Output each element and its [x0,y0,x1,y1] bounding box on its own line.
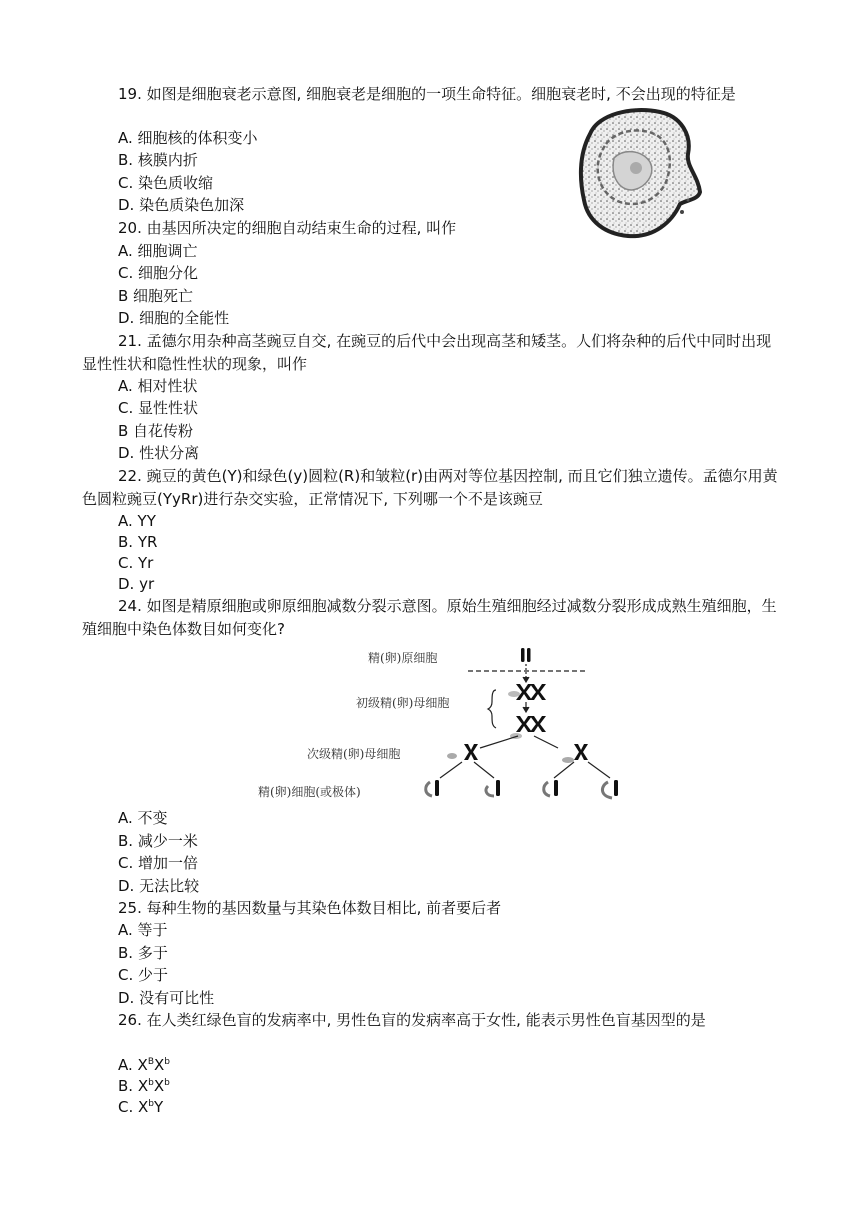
secondary-cell-left [464,744,478,760]
q20-option-b: B 细胞死亡 [118,287,194,305]
q26-b-mid: X [153,1077,165,1095]
q22-option-c: C. Yr [118,554,154,572]
q20-option-d: D. 细胞的全能性 [118,309,230,327]
primary-cell-chromosomes-2 [516,716,546,732]
q26-option-c [118,1096,163,1118]
question-25-stem: 25. 每种生物的基因数量与其染色体数目相比, 前者要后者 [118,899,502,917]
label-primordial-cell: 精(卵)原细胞 [368,651,438,665]
q19-option-d: D. 染色质染色加深 [118,196,245,214]
q26-option-a [118,1054,170,1076]
q26-a-prefix: A. X [118,1056,148,1074]
q21-option-b: B 自花传粉 [118,422,194,440]
q19-option-a: A. 细胞核的体积变小 [118,129,258,147]
q26-option-b [118,1075,170,1097]
q20-option-a: A. 细胞调亡 [118,242,198,260]
q26-b-sup1: b [148,1078,154,1088]
q26-c-prefix: C. X [118,1098,149,1116]
question-22-stem: 22. 豌豆的黄色(Y)和绿色(y)圆粒(R)和皱粒(r)由两对等位基因控制, 而且它们独立遗传。孟德尔用黄色圆粒豌豆(YyRr)进行杂交实验，正常情况下, 下列哪一个不是该豌豆 [82,467,778,508]
q25-option-b: B. 多于 [118,944,168,962]
q21-option-d: D. 性状分离 [118,444,200,462]
label-secondary-cell: 次级精(卵)母细胞 [307,747,401,761]
gamete-2 [486,780,500,796]
q24-option-b: B. 减少一米 [118,832,198,850]
q24-option-d: D. 无法比较 [118,877,200,895]
question-21-stem: 21. 孟德尔用杂种高茎豌豆自交, 在豌豆的后代中会出现高茎和矮茎。人们将杂种的后代中同时出现显性性状和隐性性状的现象，叫作 [82,332,772,373]
q25-option-c: C. 少于 [118,966,169,984]
q24-option-c: C. 增加一倍 [118,854,199,872]
question-20-stem: 20. 由基因所决定的细胞自动结束生命的过程, 叫作 [118,219,457,237]
q26-b-sup2: b [164,1078,170,1088]
label-primary-cell: 初级精(卵)母细胞 [356,696,450,710]
q26-b-prefix: B. X [118,1077,149,1095]
q26-a-sup2: b [164,1057,170,1067]
q26-c-mid: Y [154,1098,164,1116]
secondary-cell-right [574,744,588,760]
q21-option-a: A. 相对性状 [118,377,198,395]
q26-a-sup1: B [147,1057,154,1067]
label-gamete-cell: 精(卵)细胞(或极体) [258,785,361,799]
q22-option-d: D. yr [118,575,155,593]
q26-a-mid: X [154,1056,165,1074]
q19-option-c: C. 染色质收缩 [118,174,214,192]
q22-option-b: B. YR [118,533,158,551]
q25-option-d: D. 没有可比性 [118,989,215,1007]
q25-option-a: A. 等于 [118,921,168,939]
q24-option-a: A. 不变 [118,809,168,827]
q22-option-a: A. YY [118,512,156,530]
question-19-stem: 19. 如图是细胞衰老示意图, 细胞衰老是细胞的一项生命特征。细胞衰老时, 不会出现的特征是 [118,85,736,103]
gamete-4 [602,780,618,798]
q20-option-c: C. 细胞分化 [118,264,199,282]
q26-c-sup1: b [148,1099,155,1109]
gamete-3 [544,780,558,796]
question-24-stem: 24. 如图是精原细胞或卵原细胞减数分裂示意图。原始生殖细胞经过减数分裂形成成熟生殖细胞，生殖细胞中染色体数目如何变化? [82,597,777,638]
q19-option-b: B. 核膜内折 [118,151,198,169]
q21-option-c: C. 显性性状 [118,399,199,417]
primary-cell-chromosomes-1 [516,684,546,700]
chromosome-pair-primordial [521,648,531,662]
gamete-1 [426,780,439,796]
question-26-stem: 26. 在人类红绿色盲的发病率中, 男性色盲的发病率高于女性, 能表示男性色盲基因型的是 [118,1011,706,1029]
meiosis-diagram [408,640,638,805]
